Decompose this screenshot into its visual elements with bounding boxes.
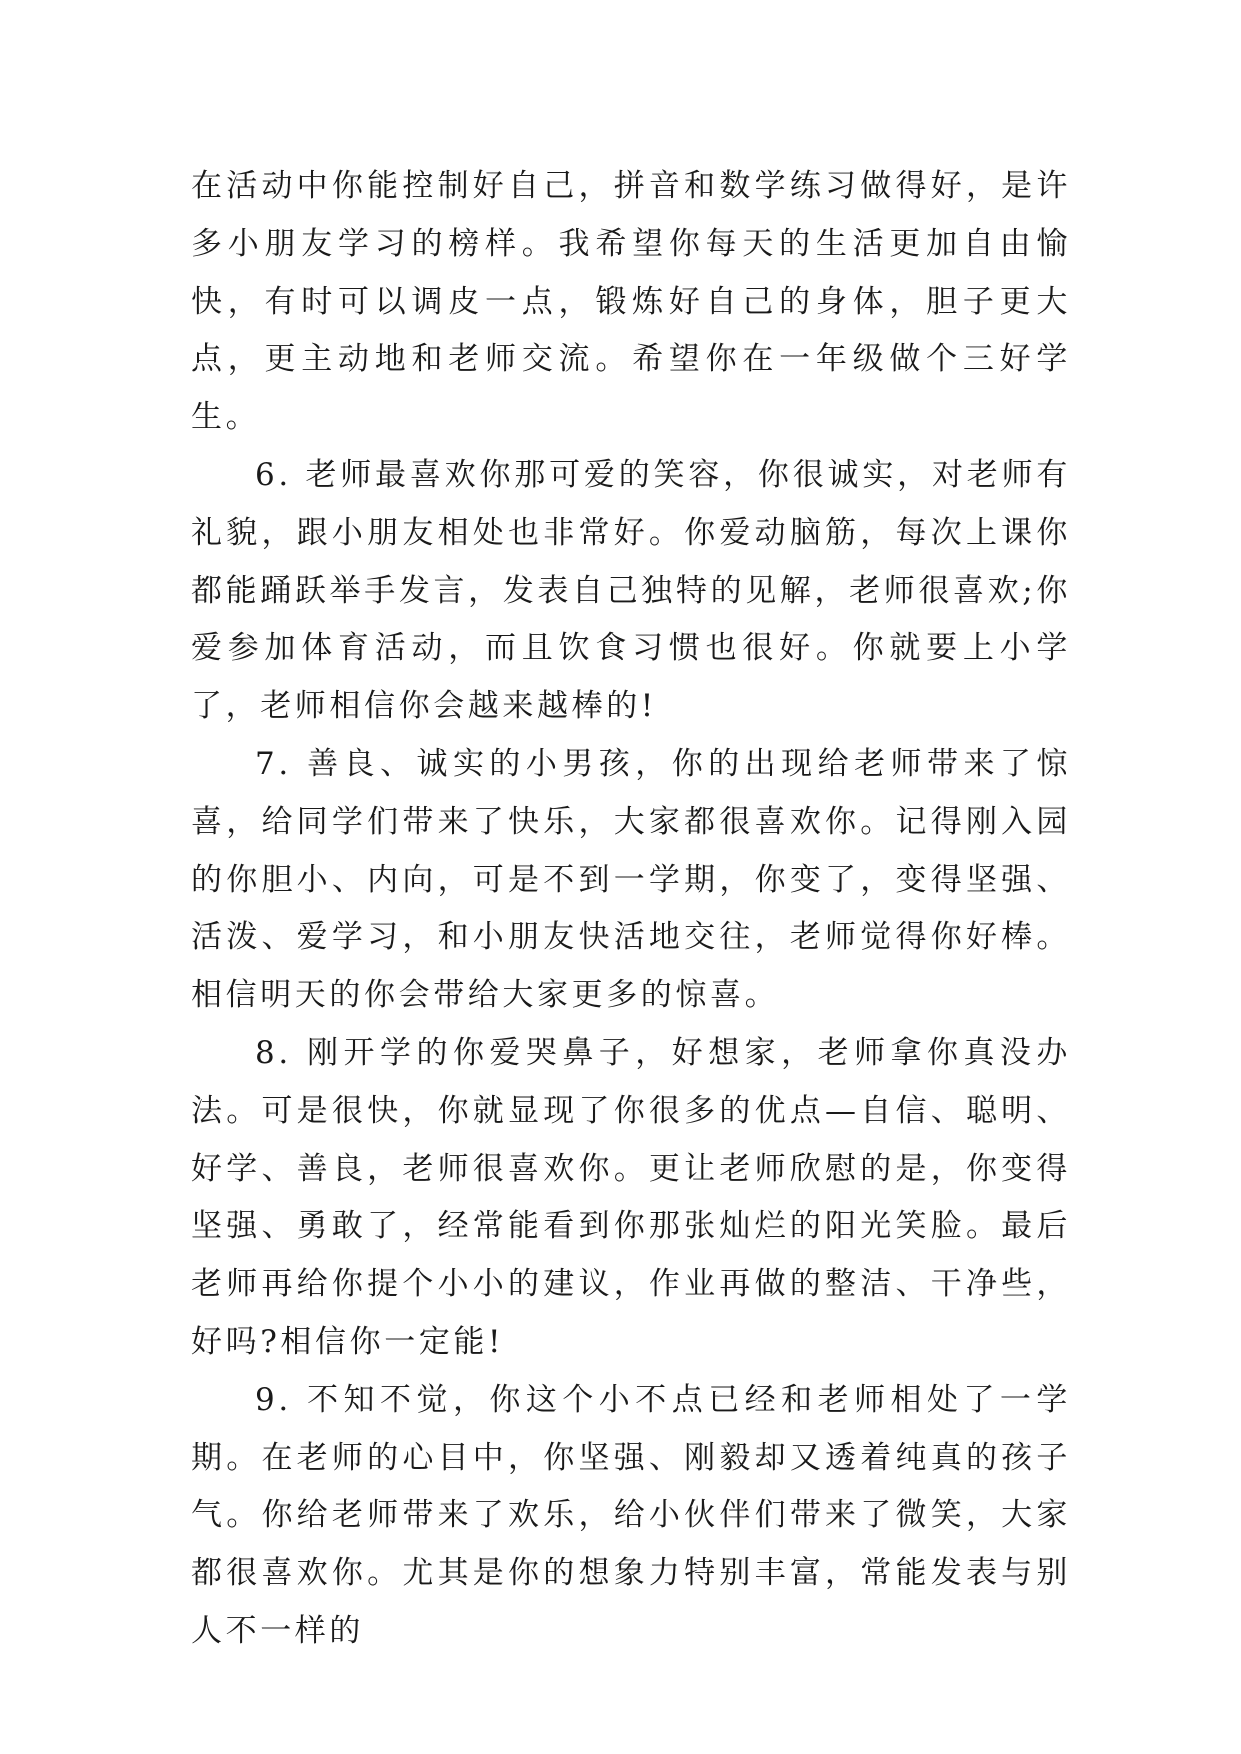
paragraph-item-7: 7. 善良、诚实的小男孩，你的出现给老师带来了惊喜，给同学们带来了快乐，大家都很喜欢你。记得刚入园的你胆小、内向，可是不到一学期，你变了，变得坚强、活泼、爱学习，和小朋友快活地交往，老师觉得你好棒。相信明天的你会带给大家更多的惊喜。 [191,745,1071,1014]
paragraph-continuation: 在活动中你能控制好自己，拼音和数学练习做得好，是许多小朋友学习的榜样。我希望你每天的生活更加自由愉快，有时可以调皮一点，锻炼好自己的身体，胆子更大点，更主动地和老师交流。希望你在一年级做个三好学生。 [191,168,1071,436]
document-body [191,158,1071,1661]
paragraph-item-9: 9. 不知不觉，你这个小不点已经和老师相处了一学期。在老师的心目中，你坚强、刚毅却又透着纯真的孩子气。你给老师带来了欢乐，给小伙伴们带来了微笑，大家都很喜欢你。尤其是你的想象力特别丰富，常能发表与别人不一样的 [191,1381,1071,1649]
paragraph-item-8: 8. 刚开学的你爱哭鼻子，好想家，老师拿你真没办法。可是很快，你就显现了你很多的优点—自信、聪明、好学、善良，老师很喜欢你。更让老师欣慰的是，你变得坚强、勇敢了，经常能看到你那张灿烂的阳光笑脸。最后老师再给你提个小小的建议，作业再做的整洁、干净些，好吗?相信你一定能! [191,1034,1071,1360]
paragraph-item-6: 6. 老师最喜欢你那可爱的笑容，你很诚实，对老师有礼貌，跟小朋友相处也非常好。你爱动脑筋，每次上课你都能踊跃举手发言，发表自己独特的见解，老师很喜欢;你爱参加体育活动，而且饮食习惯也很好。你就要上小学了，老师相信你会越来越棒的! [191,456,1071,725]
